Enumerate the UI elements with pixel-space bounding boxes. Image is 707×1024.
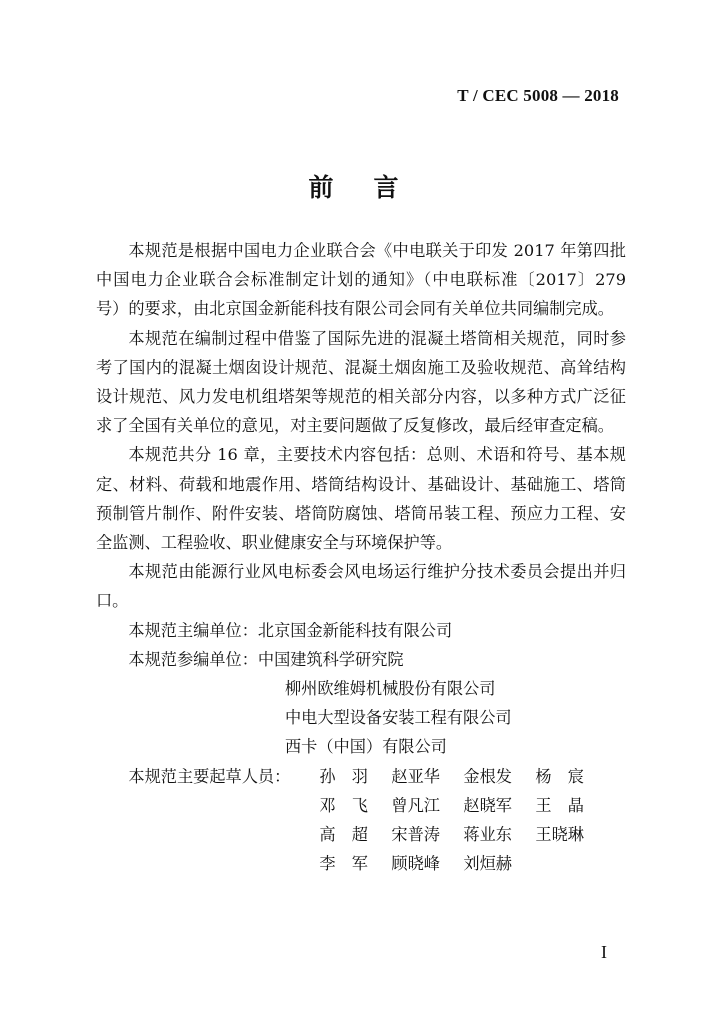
drafters-row xyxy=(96,762,626,791)
paragraph-references: 本规范在编制过程中借鉴了国际先进的混凝土塔筒相关规范，同时参考了国内的混凝土烟囱设计规范、混凝土烟囱施工及验收规范、高耸结构设计规范、风力发电机组塔架等规范的相关部分内容，以多种方式广泛征求了全国有关单位的意见，对主要问题做了反复修改，最后经审查定稿。 xyxy=(96,328,626,436)
drafter-name: 杨 宸 xyxy=(535,766,584,786)
drafter-name: 赵亚华 xyxy=(391,766,440,786)
drafter-name: 宋普涛 xyxy=(391,825,440,845)
drafters-label: 本规范主要起草人员： xyxy=(128,766,291,786)
document-body xyxy=(96,236,626,878)
participating-unit-line xyxy=(96,732,626,761)
standard-number: T / CEC 5008 — 2018 xyxy=(457,86,619,105)
drafter-name: 孙 羽 xyxy=(319,766,368,786)
drafter-name: 王晓琳 xyxy=(535,825,584,845)
page-number: I xyxy=(601,942,607,962)
drafters-row xyxy=(96,820,626,849)
drafter-name: 金根发 xyxy=(463,766,512,786)
drafter-name: 王 晶 xyxy=(535,795,584,815)
chief-editor-line xyxy=(96,616,626,645)
participating-unit: 中国建筑科学研究院 xyxy=(257,649,404,669)
drafter-name: 曾凡江 xyxy=(391,795,440,815)
page-title: 前言 xyxy=(308,173,439,202)
participating-unit: 中电大型设备安装工程有限公司 xyxy=(285,708,512,728)
drafter-name: 邓 飞 xyxy=(319,795,368,815)
participating-unit: 柳州欧维姆机械股份有限公司 xyxy=(285,679,496,699)
participating-unit-line xyxy=(96,645,626,674)
paragraph-ownership: 本规范由能源行业风电标委会风电场运行维护分技术委员会提出并归口。 xyxy=(96,562,626,611)
drafter-name: 蒋业东 xyxy=(463,825,512,845)
drafter-name: 赵晓军 xyxy=(463,795,512,815)
paragraph-basis: 本规范是根据中国电力企业联合会《中电联关于印发 2017 年第四批中国电力企业联合会标准制定计划的通知》（中电联标准〔2017〕279 号）的要求，由北京国金新能科技有限公司会同有关单位共同编制完成。 xyxy=(96,241,626,319)
participating-unit: 西卡（中国）有限公司 xyxy=(285,737,447,757)
drafter-name: 李 军 xyxy=(319,854,368,874)
participating-unit-line xyxy=(96,674,626,703)
drafter-name: 顾晓峰 xyxy=(391,854,440,874)
chief-editor-name: 北京国金新能科技有限公司 xyxy=(257,620,453,640)
participating-unit-line xyxy=(96,703,626,732)
paragraph-contents: 本规范共分 16 章，主要技术内容包括：总则、术语和符号、基本规定、材料、荷载和地震作用、塔筒结构设计、基础设计、基础施工、塔筒预制管片制作、附件安装、塔筒防腐蚀、塔筒吊装工程、预应力工程、安全监测、工程验收、职业健康安全与环境保护等。 xyxy=(96,445,626,553)
drafter-name: 刘烜赫 xyxy=(463,854,512,874)
drafter-name: 高 超 xyxy=(319,825,368,845)
chief-editor-label: 本规范主编单位： xyxy=(128,620,258,640)
participating-units-label: 本规范参编单位： xyxy=(128,649,258,669)
drafters-row xyxy=(96,791,626,820)
drafters-row xyxy=(96,849,626,878)
